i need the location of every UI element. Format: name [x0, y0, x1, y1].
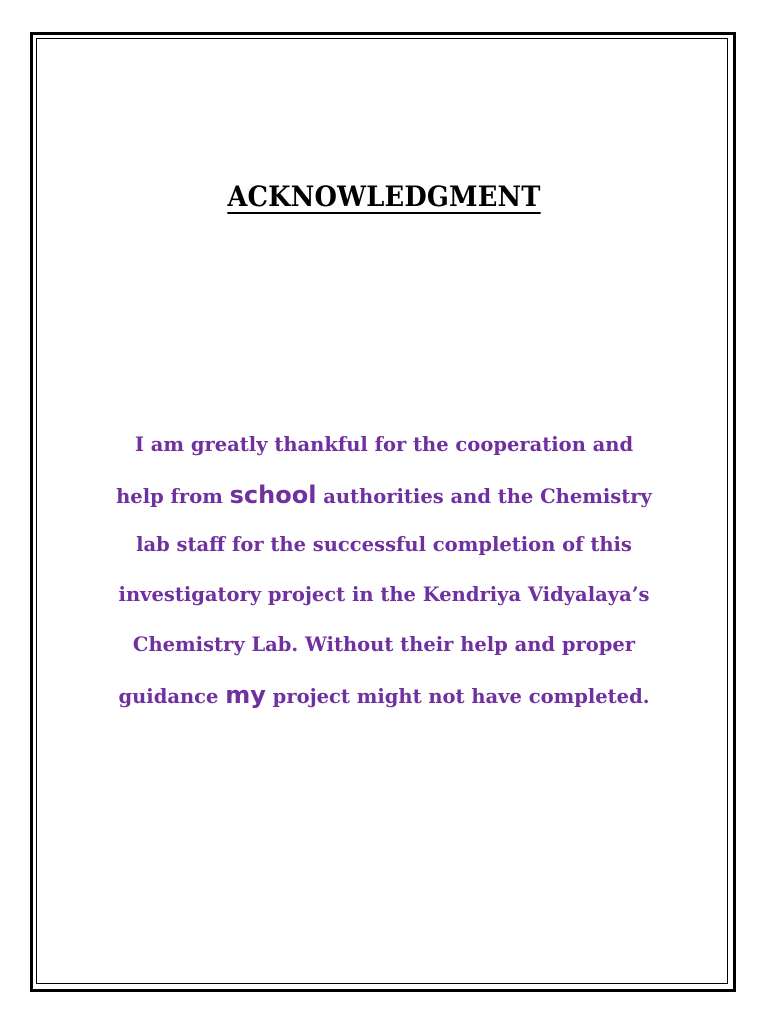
line-2-end: authorities and the Chemistry	[316, 485, 652, 508]
line-6-start: guidance	[118, 685, 226, 708]
line-6-end: project might not have completed.	[265, 685, 650, 708]
paragraph-line-1: I am greatly thankful for the cooperation and	[134, 433, 634, 456]
paragraph-line-3: lab staff for the successful completion of this	[136, 533, 632, 556]
word-my: my	[225, 681, 266, 709]
line-2-start: help from	[116, 485, 230, 508]
paragraph-line-6	[70, 670, 698, 720]
page-title: ACKNOWLEDGMENT	[227, 180, 541, 213]
paragraph-line-2	[70, 470, 698, 520]
paragraph-line-4: investigatory project in the Kendriya Vidyalaya’s	[118, 583, 650, 606]
paragraph-line-5: Chemistry Lab. Without their help and proper	[132, 633, 636, 656]
word-school: school	[229, 481, 317, 509]
acknowledgment-paragraph	[70, 420, 698, 720]
